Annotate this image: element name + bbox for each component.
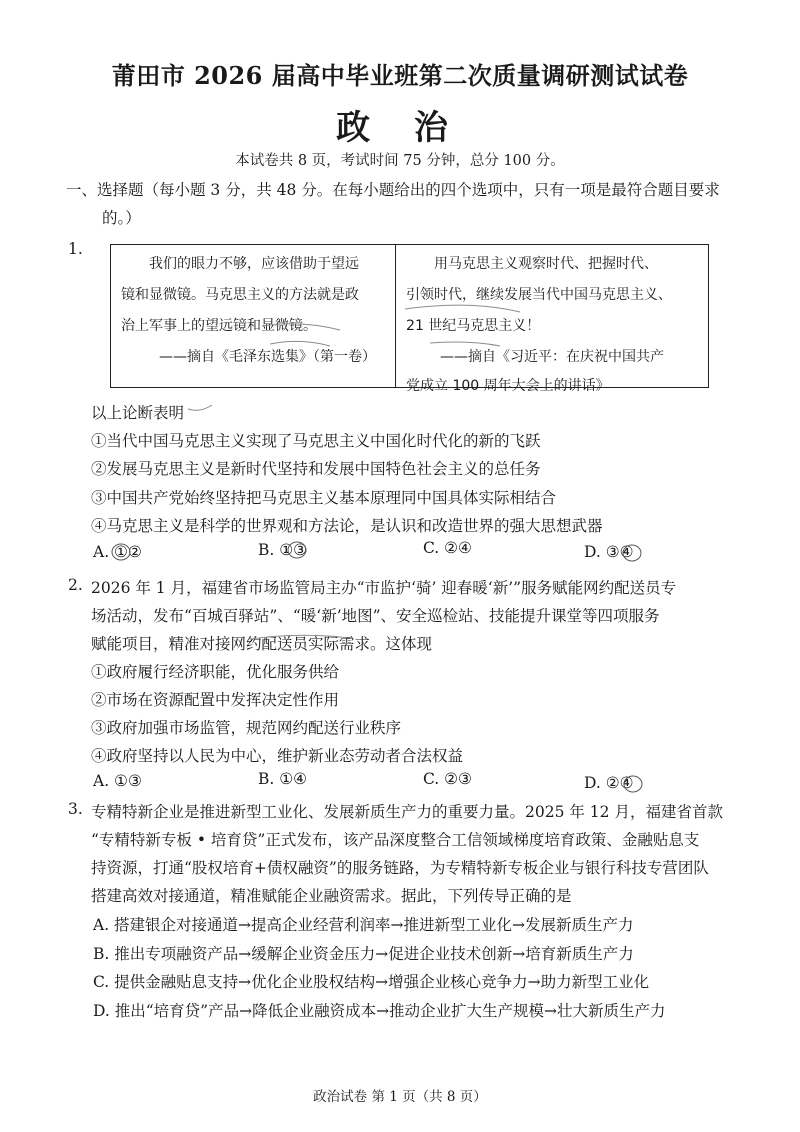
question-1-option-d[interactable]: D. ③④: [584, 543, 634, 561]
question-2-option-b[interactable]: B. ①④: [258, 770, 308, 788]
quote-right: [396, 245, 708, 394]
question-1-item: ③中国共产党始终坚持把马克思主义基本原理同中国具体实际相结合: [91, 489, 557, 507]
question-1-item: ①当代中国马克思主义实现了马克思主义中国化时代化的新的飞跃: [91, 432, 541, 450]
quote-left-source: ——摘自《毛泽东选集》（第一卷）: [159, 349, 376, 365]
question-2-option-c[interactable]: C. ②③: [423, 770, 472, 788]
quote-left-line2: 镜和显微镜。马克思主义的方法就是政: [121, 287, 359, 303]
question-2-item: ②市场在资源配置中发挥决定性作用: [91, 691, 340, 709]
section-heading-line1: 一、选择题（每小题 3 分，共 48 分。在每小题给出的四个选项中，只有一项是最符合题目要求: [66, 181, 720, 199]
question-1-option-c[interactable]: C. ②④: [423, 539, 472, 557]
quote-left: [111, 245, 396, 387]
question-2-item: ①政府履行经济职能，优化服务供给: [91, 663, 340, 681]
question-1-item: ②发展马克思主义是新时代坚持和发展中国特色社会主义的总任务: [91, 460, 541, 478]
question-2-stem-line2: 场活动，发布“百城百驿站”、“暖‘新’地图”、安全巡检站、技能提升课堂等四项服务: [91, 607, 660, 625]
quote-right-line2: 引领时代，继续发展当代中国马克思主义、: [406, 287, 673, 303]
question-1-item: ④马克思主义是科学的世界观和方法论，是认识和改造世界的强大思想武器: [91, 517, 603, 535]
question-3-stem-line1: 专精特新企业是推进新型工业化、发展新质生产力的重要力量。2025 年 12 月，福建省首款: [91, 803, 723, 821]
question-1-number: 1.: [68, 240, 83, 258]
exam-title: 莆田市 2026 届高中毕业班第二次质量调研测试试卷: [111, 61, 689, 90]
question-3-number: 3.: [68, 800, 83, 818]
question-3-stem-line3: 持资源，打通“股权培育+债权融资”的服务链路，为专精特新专板企业与银行科技专营团队: [91, 859, 709, 877]
question-2-number: 2.: [68, 576, 83, 594]
subject-title: 政 治: [336, 108, 464, 148]
quote-table: [110, 244, 709, 394]
question-3-option-d[interactable]: D. 推出“培育贷”产品→降低企业融资成本→推动企业扩大生产规模→壮大新质生产力: [93, 1002, 666, 1020]
question-2-stem-line1: 2026 年 1 月，福建省市场监管局主办“市监护‘骑’ 迎春暖‘新’”服务赋能网约配送员专: [91, 579, 677, 597]
quote-right-source-line1: ——摘自《习近平：在庆祝中国共产: [440, 349, 665, 365]
question-3-option-a[interactable]: A. 搭建银企对接通道→提高企业经营利润率→推进新型工业化→发展新质生产力: [93, 916, 634, 934]
question-3-option-c[interactable]: C. 提供金融贴息支持→优化企业股权结构→增强企业核心竞争力→助力新型工业化: [93, 973, 650, 991]
question-3-stem-line4: 搭建高效对接通道，精准赋能企业融资需求。据此，下列传导正确的是: [91, 887, 572, 905]
page-footer: 政治试卷 第 1 页（共 8 页）: [313, 1089, 487, 1105]
question-1-option-b[interactable]: B. ①③: [258, 541, 308, 559]
quote-left-line3: 治上军事上的望远镜和显微镜。: [121, 318, 317, 334]
section-heading-line2: 的。）: [102, 209, 141, 227]
question-2-option-d[interactable]: D. ②④: [584, 774, 634, 792]
exam-info: 本试卷共 8 页，考试时间 75 分钟，总分 100 分。: [235, 153, 565, 169]
question-1-stem: 以上论断表明: [91, 404, 185, 422]
question-1-option-a[interactable]: A. ①②: [93, 543, 142, 561]
question-3-stem-line2: “专精特新专板 • 培育贷”正式发布，该产品深度整合工信领域梯度培育政策、金融贴息支: [91, 831, 700, 849]
question-2-option-a[interactable]: A. ①③: [93, 772, 142, 790]
quote-right-line3: 21 世纪马克思主义！: [406, 318, 541, 334]
question-2-stem-line3: 赋能项目，精准对接网约配送员实际需求。这体现: [91, 635, 433, 653]
question-2-item: ④政府坚持以人民为中心，维护新业态劳动者合法权益: [91, 747, 464, 765]
quote-right-line1: 用马克思主义观察时代、把握时代、: [434, 256, 659, 272]
quote-right-source-line2: 党成立 100 周年大会上的讲话》: [406, 378, 610, 394]
quote-left-line1: 我们的眼力不够，应该借助于望远: [149, 256, 359, 272]
question-3-option-b[interactable]: B. 推出专项融资产品→缓解企业资金压力→促进企业技术创新→培育新质生产力: [93, 945, 634, 963]
section-heading: [66, 176, 766, 232]
question-2-item: ③政府加强市场监管，规范网约配送行业秩序: [91, 719, 402, 737]
